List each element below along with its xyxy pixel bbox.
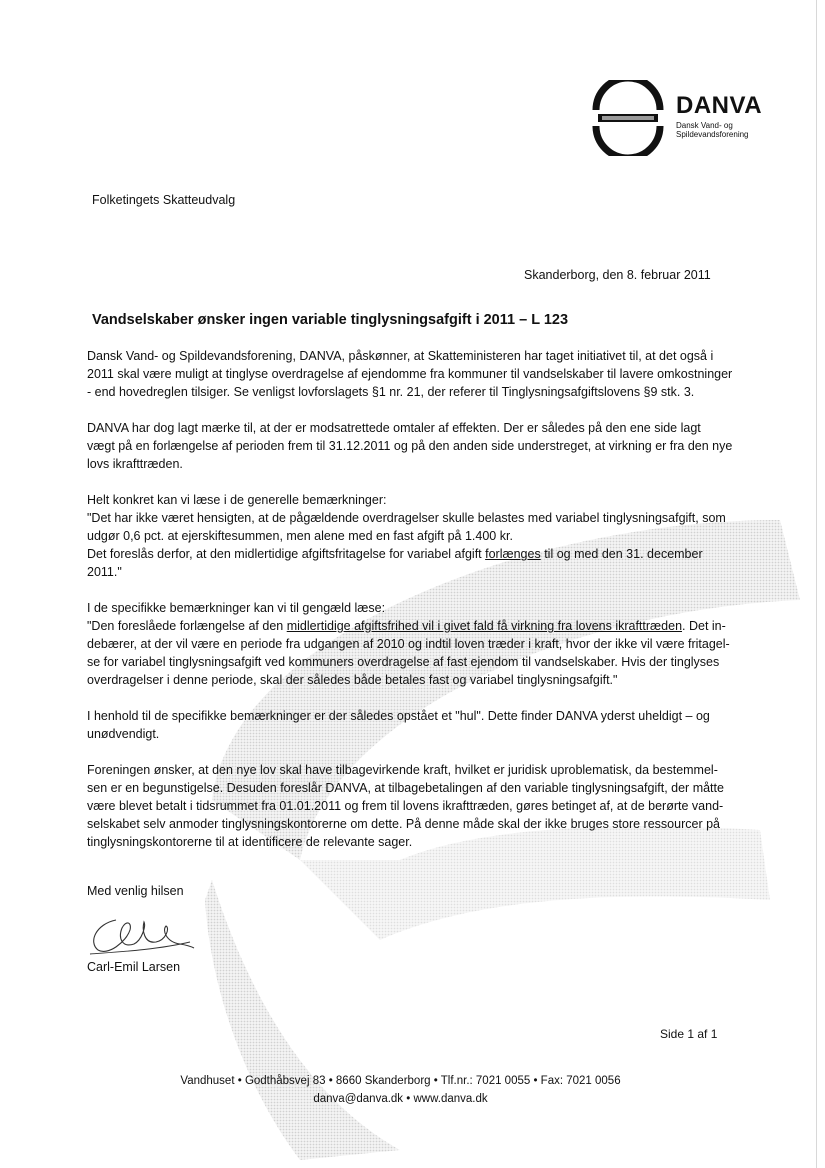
handwritten-signature — [86, 912, 196, 960]
quote-line-underlined: "Den foreslåede forlængelse af den midlertidige afgiftsfrihed vil i givet fald få virkning fra lovens ikrafttræden. Det in- — [87, 619, 726, 633]
footer-contact: danva@danva.dk • www.danva.dk — [313, 1093, 488, 1105]
letter-title: Vandselskaber ønsker ingen variable tinglysningsafgift i 2011 – L 123 — [92, 312, 569, 328]
logo-subtitle: Dansk Vand- og Spildevandsforening — [676, 121, 749, 139]
letter-body — [87, 347, 772, 869]
quote-line-underlined: Det foreslås derfor, at den midlertidige afgiftsfritagelse for variabel afgift forlænges til og med den 31. december — [87, 547, 703, 561]
paragraph-6: Foreningen ønsker, at den nye lov skal have tilbagevirkende kraft, hvilket er juridisk uproblematisk, da bestemmel- sen er en begunstigelse. Desuden foreslår DANVA, at tilbagebetalingen af den variable tinglysningsafgift, der måtte være blevet betalt i tidsrummet fra 01.01.2011 og frem til lovens ikrafttræden, gøres betinget af, at de berørte vand- selskabet selv anmoder tinglysningskontorerne om dette. På denne måde skal der ikke bruges store ressourcer på tinglysningskontorerne til at identificere de relevante sager. — [87, 763, 724, 849]
paragraph-5: I henhold til de specifikke bemærkninger er der således opstået et "hul". Dette finder DANVA yderst uheldigt – og unødvendigt. — [87, 709, 710, 741]
paragraph-4: I de specifikke bemærkninger kan vi til gengæld læse: "Den foreslåede forlængelse af den midlertidige afgiftsfrihed vil i givet fald få virkning fra lovens ikrafttræden. Det in- debærer, at der vil være en periode fra udgangen af 2010 og indtil loven træder i kraft, hvor der ikke vil være fritagel- se for variabel tinglysningsafgift ved kommuners overdragelse af fast ejendom til vandselskaber. Hvis der tinglyses overdragelser i denne periode, skal der således både betales fast og variabel tinglysningsafgift." — [87, 599, 772, 689]
closing-salutation: Med venlig hilsen — [87, 884, 184, 898]
danva-logo — [588, 80, 778, 156]
danva-swirl-icon — [588, 80, 668, 156]
letter-date: Skanderborg, den 8. februar 2011 — [524, 268, 711, 282]
page-number: Side 1 af 1 — [660, 1027, 718, 1041]
footer-address: Vandhuset • Godthåbsvej 83 • 8660 Skanderborg • Tlf.nr.: 7021 0055 • Fax: 7021 0056 — [180, 1075, 621, 1087]
scan-edge — [816, 0, 817, 1168]
paragraph-2: DANVA har dog lagt mærke til, at der er modsatrettede omtaler af effekten. Der er således på den ene side lagt vægt på en forlængelse af perioden frem til 31.12.2011 og på den anden side understreget, at virkning er fra den nye lovs ikrafttræden. — [87, 421, 733, 471]
paragraph-1: Dansk Vand- og Spildevandsforening, DANVA, påskønner, at Skatteministeren har taget initiativet til, at det også i 2011 skal være muligt at tinglyse overdragelse af ejendomme fra kommuner til vandselskaber til lavere omkostninger - end hovedreglen tilsiger. Se venligst lovforslagets §1 nr. 21, der referer til Tinglysningsafgiftslovens §9 stk. 3. — [87, 349, 733, 399]
logo-brand-name: DANVA — [676, 92, 763, 119]
paragraph-3: Helt konkret kan vi læse i de generelle bemærkninger: "Det har ikke været hensigten, at de pågældende overdragelser skulle belastes med variabel tinglysningsafgift, som udgør 0,6 pct. at ejerskiftesummen, men alene med en fast afgift på 1.400 kr. Det foreslås derfor, at den midlertidige afgiftsfritagelse for variabel afgift forlænges til og med den 31. december 2011." — [87, 491, 772, 581]
signer-name: Carl-Emil Larsen — [87, 960, 181, 974]
recipient: Folketingets Skatteudvalg — [92, 193, 236, 207]
